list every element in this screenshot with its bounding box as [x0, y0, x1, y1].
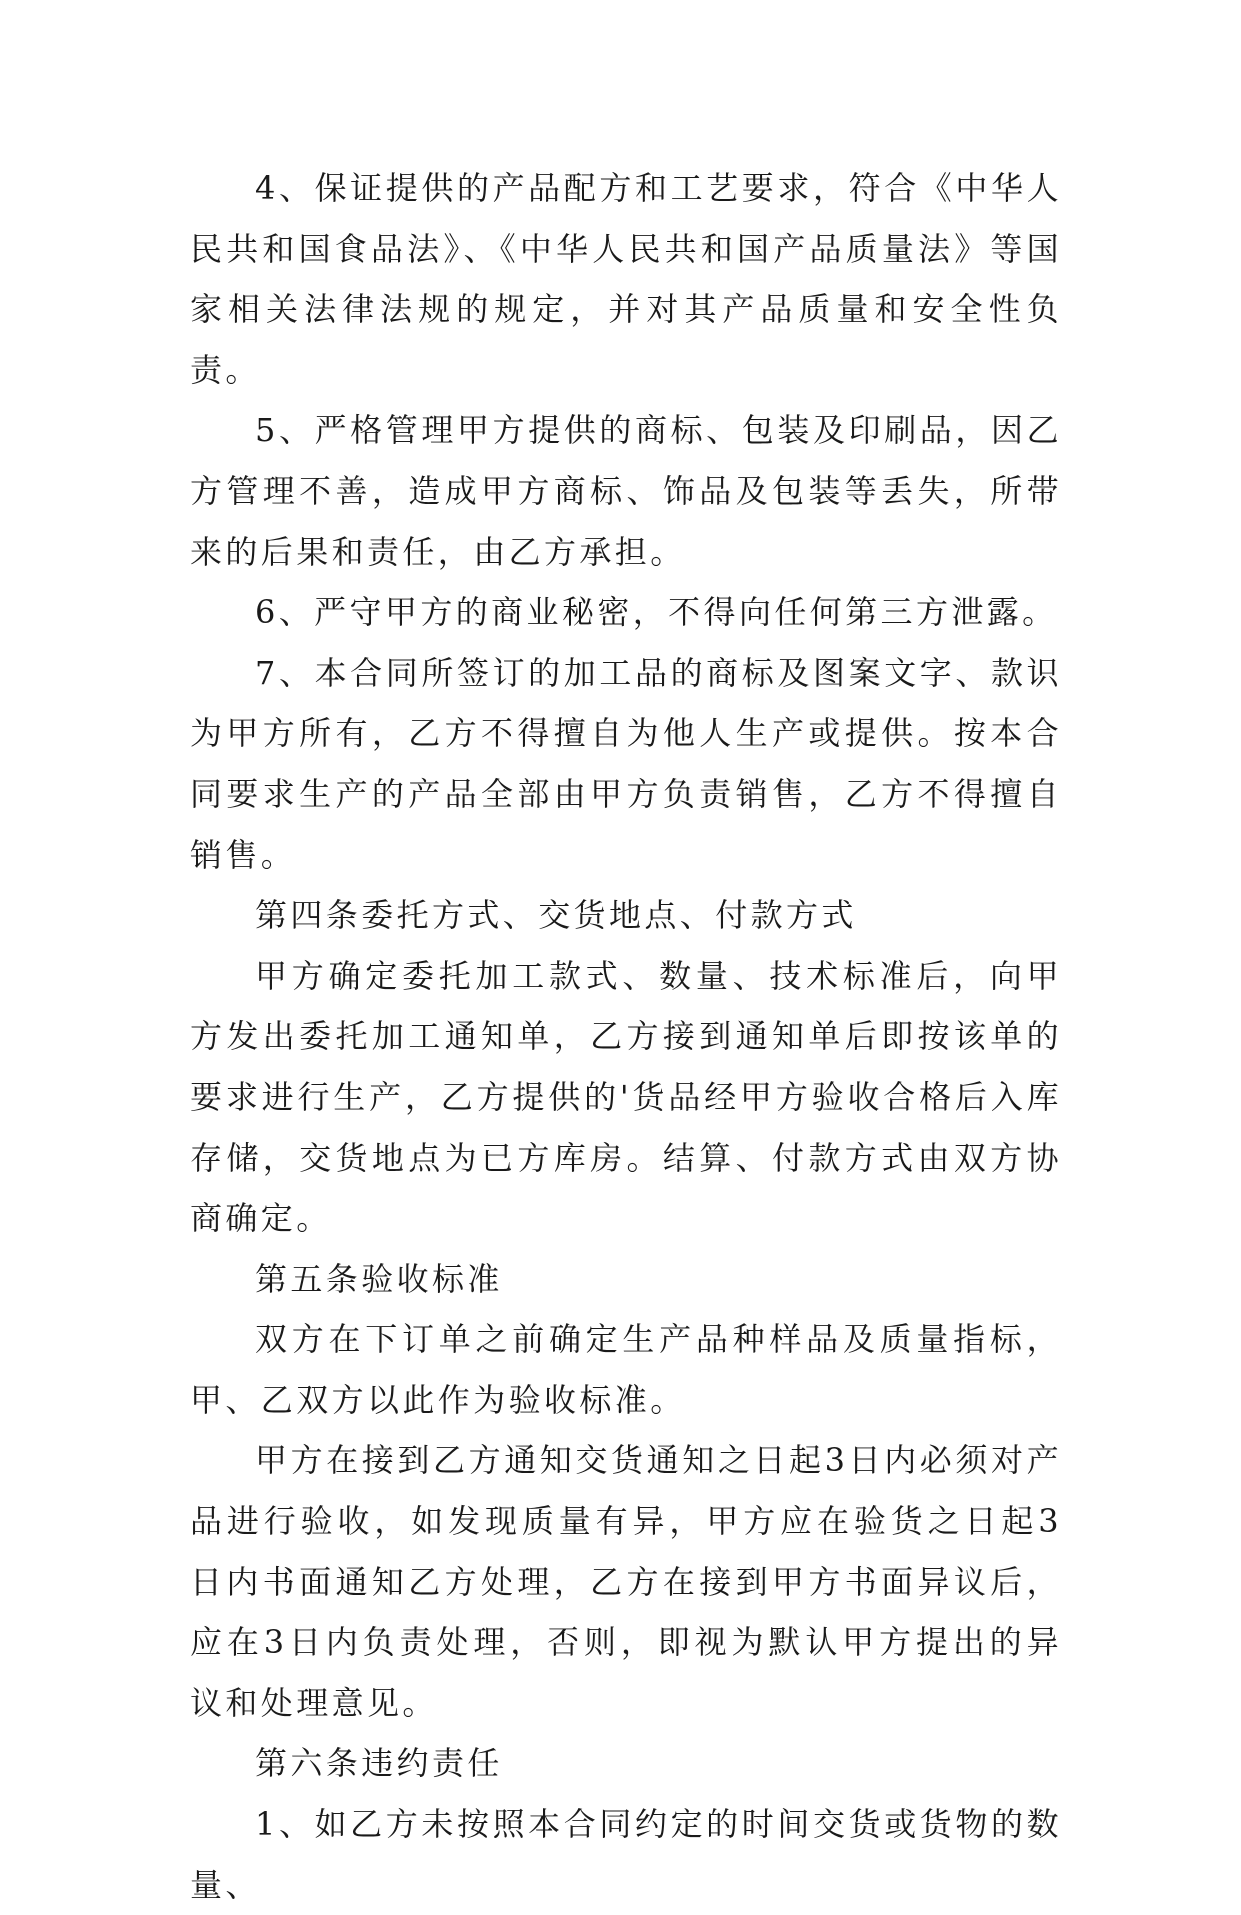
clause-4-quality-compliance: 4、保证提供的产品配方和工艺要求，符合《中华人民共和国食品法》、《中华人民共和国产品质量法》等国家相关法律法规的规定，并对其产品质量和安全性负责。 [190, 169, 1062, 389]
article-5-heading: 第五条验收标准 [255, 1259, 503, 1298]
document-body [190, 158, 1062, 1915]
clause-6-confidentiality: 6、严守甲方的商业秘密，不得向任何第三方泄露。 [255, 593, 1058, 632]
article-4-body: 甲方确定委托加工款式、数量、技术标准后，向甲方发出委托加工通知单，乙方接到通知单后即按该单的要求进行生产，乙方提供的'货品经甲方验收合格后入库存储，交货地点为已方库房。结算、付款方式由双方协商确定。 [190, 956, 1062, 1238]
article-6-clause-1: 1、如乙方未按照本合同约定的时间交货或货物的数量、 [190, 1805, 1062, 1904]
clause-7-ownership: 7、本合同所签订的加工品的商标及图案文字、款识为甲方所有，乙方不得擅自为他人生产或提供。按本合同要求生产的产品全部由甲方负责销售，乙方不得擅自销售。 [190, 653, 1062, 874]
article-5-body-inspection: 甲方在接到乙方通知交货通知之日起3日内必须对产品进行验收，如发现质量有异，甲方应在验货之日起3日内书面通知乙方处理，乙方在接到甲方书面异议后，应在3日内负责处理，否则，即视为默认甲方提出的异议和处理意见。 [190, 1441, 1062, 1722]
article-5-body-standard: 双方在下订单之前确定生产品种样品及质量指标，甲、乙双方以此作为验收标准。 [190, 1320, 1062, 1419]
clause-5-trademark-management: 5、严格管理甲方提供的商标、包装及印刷品，因乙方管理不善，造成甲方商标、饰品及包装等丢失，所带来的后果和责任，由乙方承担。 [190, 411, 1062, 571]
article-4-heading: 第四条委托方式、交货地点、付款方式 [255, 896, 857, 935]
article-6-heading: 第六条违约责任 [255, 1744, 503, 1783]
